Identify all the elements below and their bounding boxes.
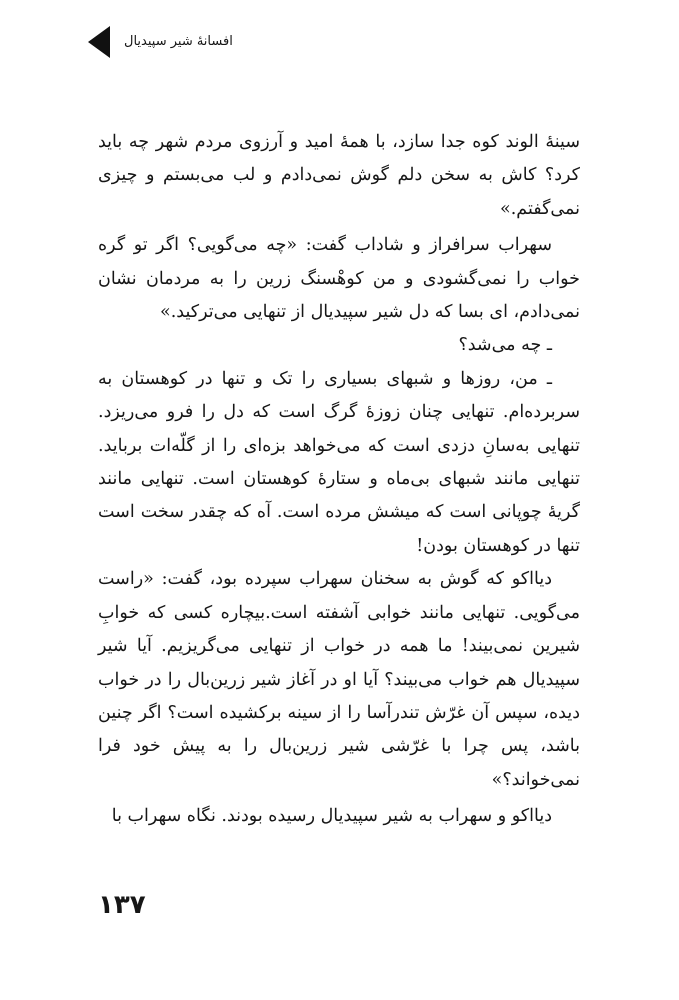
paragraph: ـ من، روزها و شبهای بسیاری را تک و تنها در کوهستان به سربرده‌ام. تنهایی چنان زوزۀ گرگ است که دل را فرو می‌ریزد. تنهایی به‌سانِ دزدی است که می‌خواهد بزه‌ای را از گلّه‌ات برباید. تنهایی مانند شبهای بی‌ماه و ستارۀ کوهستان است. تنهایی مانند گریۀ چوپانی است که میشش مرده است. آه که چقدر سخت است تنها در کوهستان بودن! xyxy=(98,368,580,556)
page-number: ۱۳۷ xyxy=(98,890,146,920)
paragraph-continued: سینۀ الوند کوه جدا سازد، با همۀ امید و آرزوی مردم شهر چه باید کرد؟ کاش به سخن دلم گوش نمی‌دادم و لب می‌بستم و چیزی نمی‌گفتم.» xyxy=(98,132,580,219)
running-title: افسانۀ شیر سپیدیال xyxy=(124,34,233,49)
paragraph: سهراب سرافراز و شاداب گفت: «چه می‌گویی؟ اگر تو گره خواب را نمی‌گشودی و من کوهْسنگ زرین را به مردمان نشان نمی‌دادم، ای بسا که دل شیر سپیدیال از تنهایی می‌ترکید.» xyxy=(98,235,580,323)
page-body xyxy=(98,126,580,834)
running-header xyxy=(88,20,558,64)
triangle-marker-icon xyxy=(88,26,110,58)
dialogue-line: ـ چه می‌شد؟ xyxy=(458,335,552,356)
paragraph: دیااکو که گوش به سخنان سهراب سپرده بود، گفت: «راست می‌گویی. تنهایی مانند خوابی آشفته است.بیچاره کسی که خوابِ شیرین نمی‌بیند! ما همه در خواب از تنهایی می‌گریزیم. آیا شیر سپیدیال هم خواب می‌بیند؟ آیا او در آغاز شیر زرین‌بال را در خواب دیده، سپس آن غرّش تندرآسا را از سینه برکشیده است؟ اگر چنین باشد، پس چرا با غرّشی شیر زرین‌بال را به پیش خود فرا نمی‌خواند؟» xyxy=(98,569,580,790)
paragraph: دیااکو و سهراب به شیر سپیدیال رسیده بودند. نگاه سهراب با xyxy=(111,806,552,827)
